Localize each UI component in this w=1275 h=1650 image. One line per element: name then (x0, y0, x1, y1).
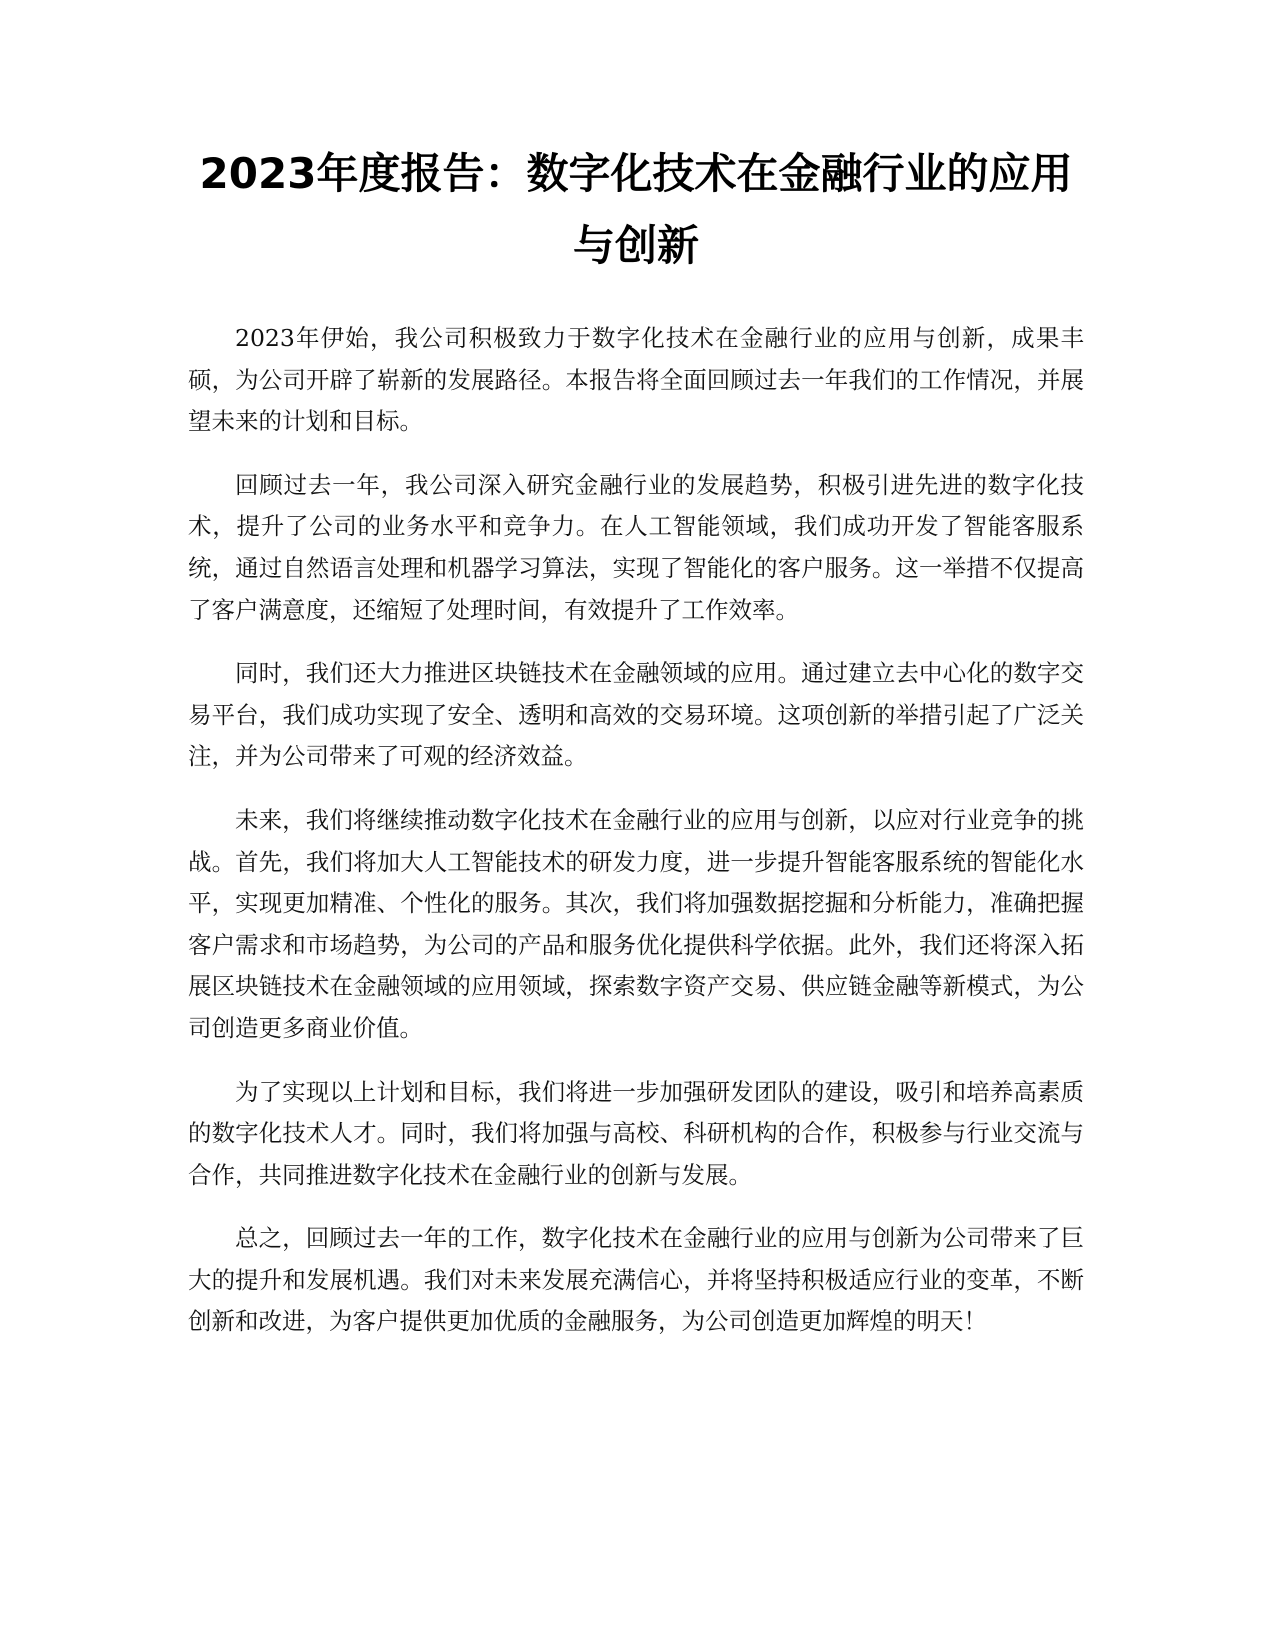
paragraph-intro: 2023年伊始，我公司积极致力于数字化技术在金融行业的应用与创新，成果丰硕，为公司开辟了崭新的发展路径。本报告将全面回顾过去一年我们的工作情况，并展望未来的计划和目标。 (188, 324, 1084, 436)
paragraph-conclusion: 总之，回顾过去一年的工作，数字化技术在金融行业的应用与创新为公司带来了巨大的提升和发展机遇。我们对未来发展充满信心，并将坚持积极适应行业的变革，不断创新和改进，为客户提供更加优质的金融服务，为公司创造更加辉煌的明天！ (188, 1224, 1084, 1336)
paragraph-talent: 为了实现以上计划和目标，我们将进一步加强研发团队的建设，吸引和培养高素质的数字化技术人才。同时，我们将加强与高校、科研机构的合作，积极参与行业交流与合作，共同推进数字化技术在金融行业的创新与发展。 (188, 1077, 1084, 1189)
paragraph-review: 回顾过去一年，我公司深入研究金融行业的发展趋势，积极引进先进的数字化技术，提升了公司的业务水平和竞争力。在人工智能领域，我们成功开发了智能客服系统，通过自然语言处理和机器学习算法，实现了智能化的客户服务。这一举措不仅提高了客户满意度，还缩短了处理时间，有效提升了工作效率。 (188, 470, 1084, 624)
paragraph-future: 未来，我们将继续推动数字化技术在金融行业的应用与创新，以应对行业竞争的挑战。首先，我们将加大人工智能技术的研发力度，进一步提升智能客服系统的智能化水平，实现更加精准、个性化的服务。其次，我们将加强数据挖掘和分析能力，准确把握客户需求和市场趋势，为公司的产品和服务优化提供科学依据。此外，我们还将深入拓展区块链技术在金融领域的应用领域，探索数字资产交易、供应链金融等新模式，为公司创造更多商业价值。 (188, 805, 1084, 1042)
paragraph-blockchain: 同时，我们还大力推进区块链技术在金融领域的应用。通过建立去中心化的数字交易平台，我们成功实现了安全、透明和高效的交易环境。这项创新的举措引起了广泛关注，并为公司带来了可观的经济效益。 (188, 659, 1084, 771)
document-title: 2023年度报告：数字化技术在金融行业的应用与创新 (199, 149, 1073, 270)
document-body (188, 318, 1084, 1365)
